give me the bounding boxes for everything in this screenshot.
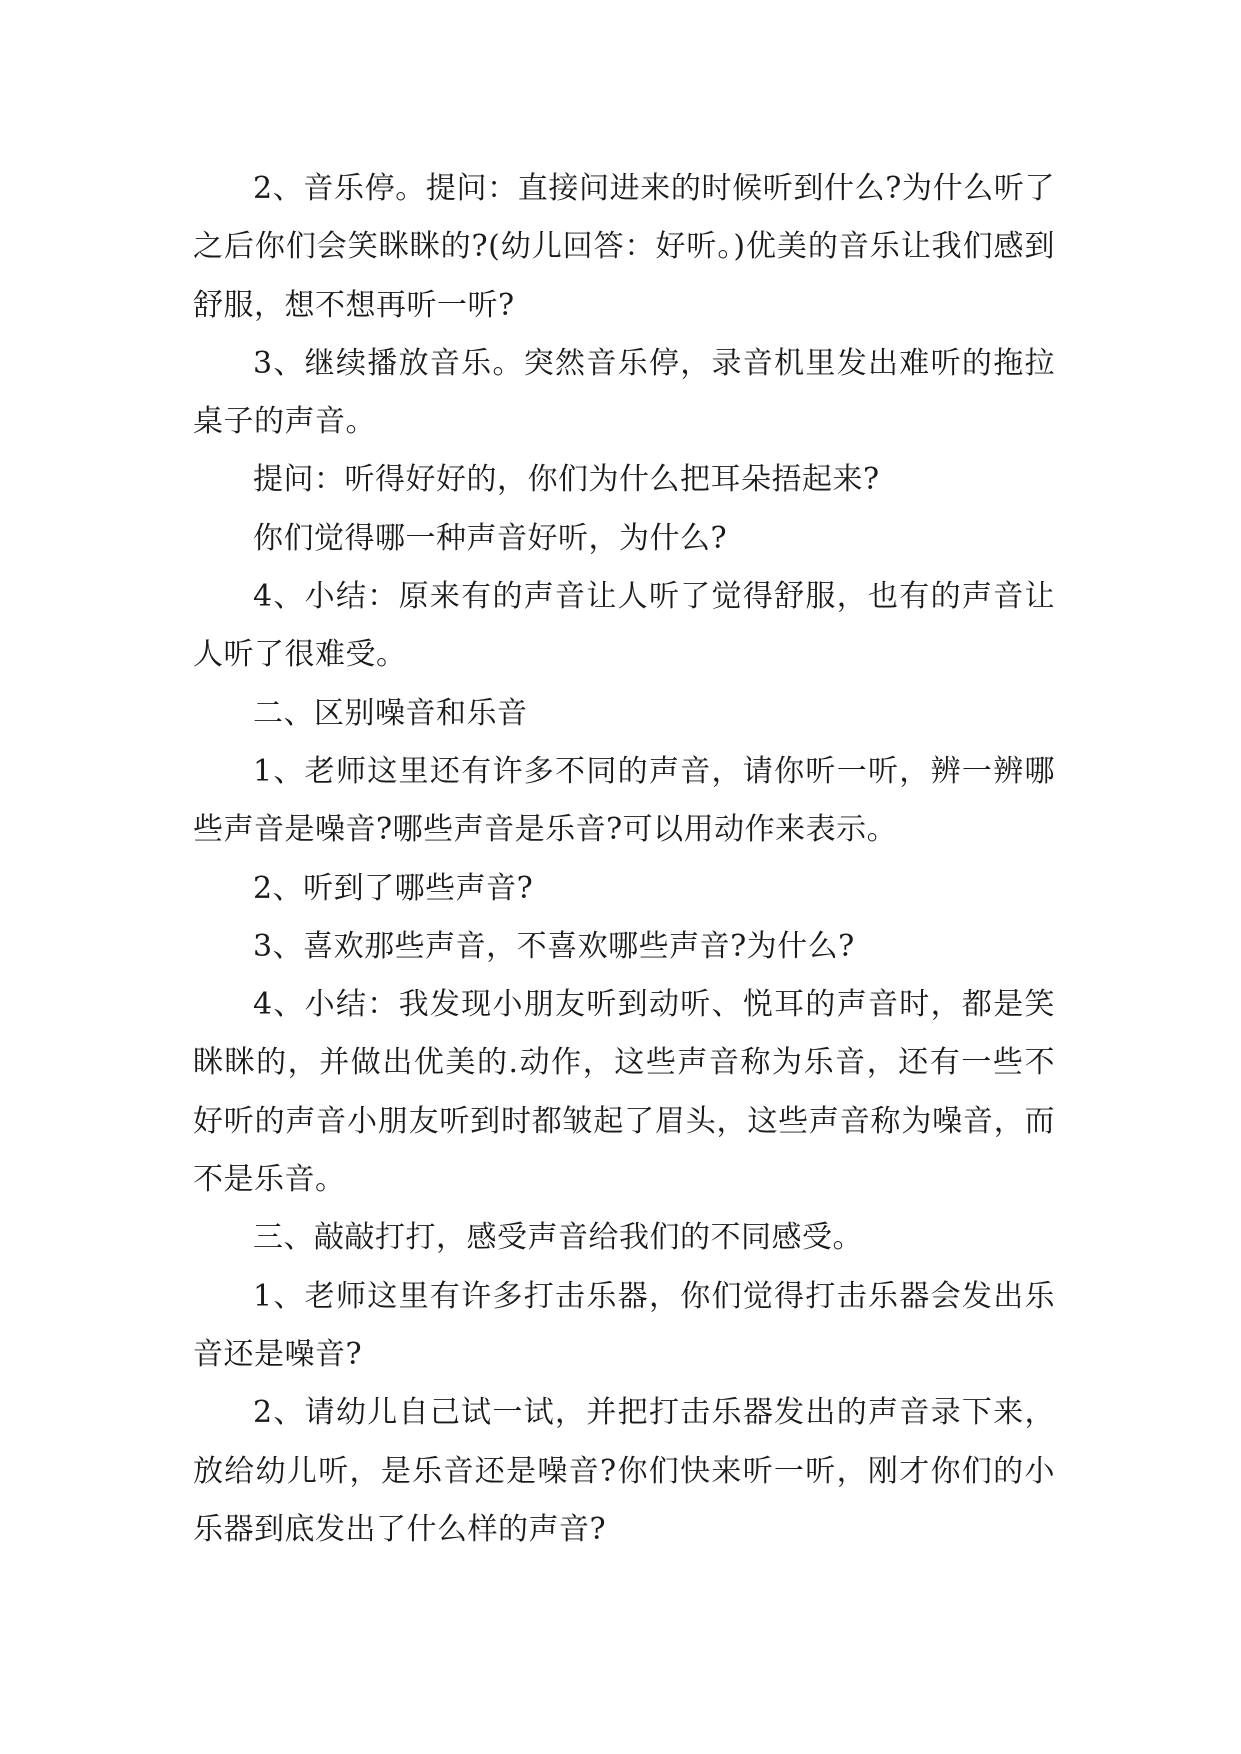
- paragraph: 2、音乐停。提问：直接问进来的时候听到什么?为什么听了之后你们会笑眯眯的?(幼儿回答：好听。)优美的音乐让我们感到舒服，想不想再听一听?: [193, 171, 1055, 323]
- paragraph: 1、老师这里还有许多不同的声音，请你听一听，辨一辨哪些声音是噪音?哪些声音是乐音?可以用动作来表示。: [193, 753, 1055, 848]
- paragraph: 3、继续播放音乐。突然音乐停，录音机里发出难听的拖拉桌子的声音。: [193, 345, 1055, 440]
- paragraph: 1、老师这里有许多打击乐器，你们觉得打击乐器会发出乐音还是噪音?: [193, 1278, 1055, 1372]
- paragraph: 你们觉得哪一种声音好听，为什么?: [253, 520, 728, 556]
- paragraph: 4、小结：原来有的声音让人听了觉得舒服，也有的声音让人听了很难受。: [193, 579, 1055, 673]
- paragraph: 2、请幼儿自己试一试，并把打击乐器发出的声音录下来，放给幼儿听，是乐音还是噪音?你们快来听一听，刚才你们的小乐器到底发出了什么样的声音?: [193, 1395, 1055, 1547]
- section-heading: 三、敲敲打打，感受声音给我们的不同感受。: [253, 1220, 863, 1256]
- document-body: [193, 160, 1055, 1559]
- paragraph: 提问：听得好好的，你们为什么把耳朵捂起来?: [253, 462, 880, 498]
- section-heading: 二、区别噪音和乐音: [253, 695, 528, 731]
- paragraph: 3、喜欢那些声音，不喜欢哪些声音?为什么?: [253, 928, 855, 964]
- paragraph: 2、听到了哪些声音?: [253, 870, 534, 906]
- paragraph: 4、小结：我发现小朋友听到动听、悦耳的声音时，都是笑眯眯的，并做出优美的.动作，这些声音称为乐音，还有一些不好听的声音小朋友听到时都皱起了眉头，这些声音称为噪音，而不是乐音。: [193, 987, 1055, 1198]
